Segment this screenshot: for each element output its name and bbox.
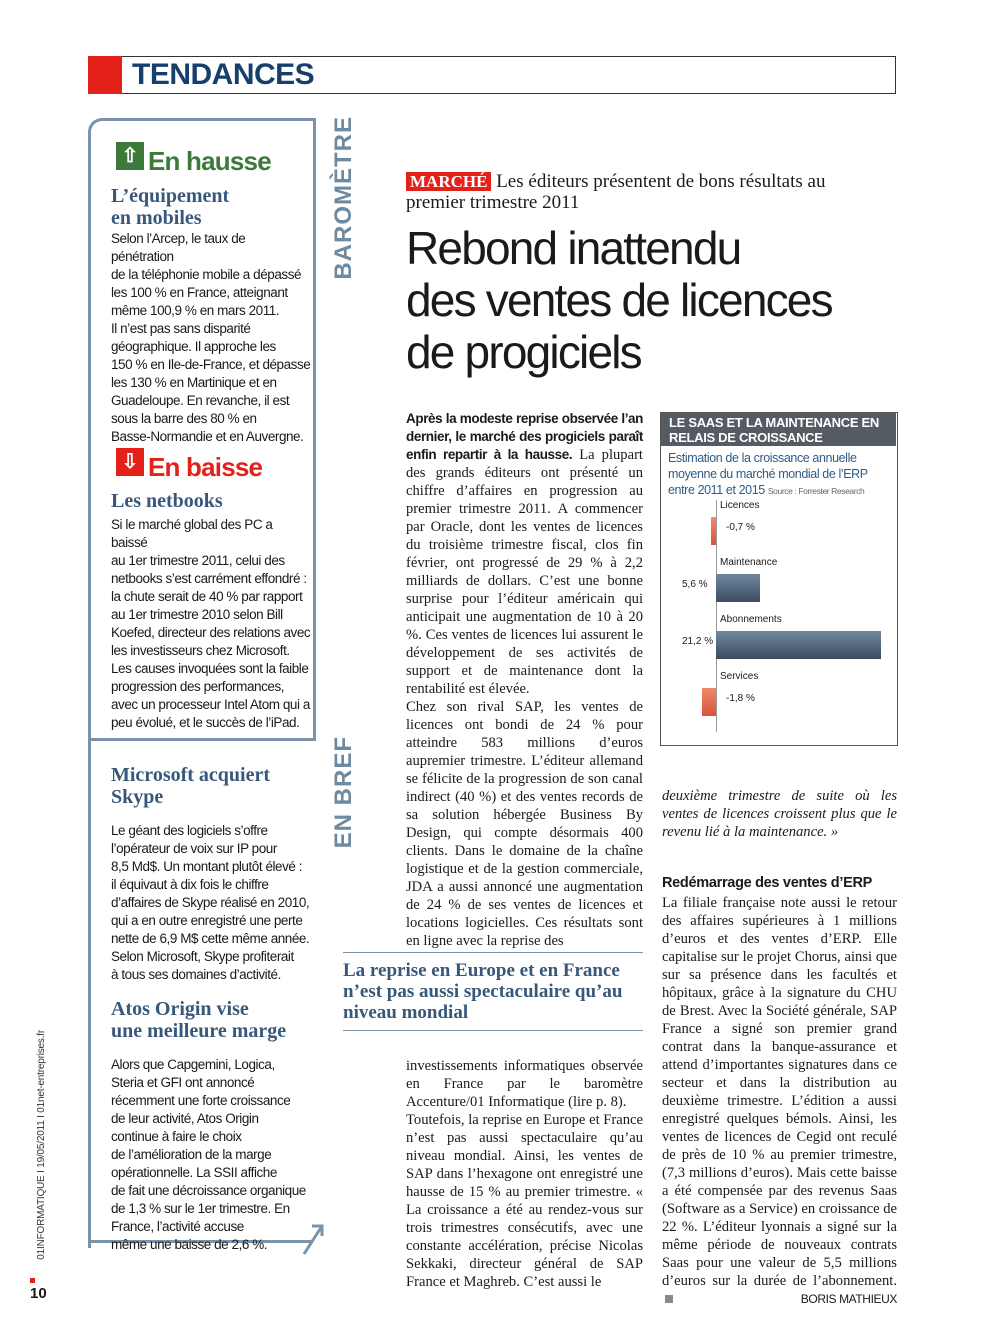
col2-quote: deuxième trimestre de suite où les ventes de licences croissent plus que le revenu lié à la maintenance. » [662,788,897,840]
chart-value-label: -1,8 % [726,693,755,704]
baisse-title: Les netbooks [111,490,223,512]
kicker-text: Les éditeurs présentent de bons résultats au premier trimestre 2011 [406,171,826,213]
article-col1 [406,410,643,950]
article-col2 [662,894,897,1308]
col1b-p1: investissements informatiques observée en France par le baromètre Accenture/01 Informatique (lire p. 8). [406,1058,643,1110]
page-number: 10 [30,1285,47,1302]
skype-body: Le géant des logiciels s’offre l’opérateur de voix sur IP pour 8,5 Md$. Un montant plutôt élevé : il équivaut à dix fois le chiffre d’affaires de Skype réalisé en 2010, qui a en outre enregistré une perte nette de 6,9 M$ cette même année. Selon Microsoft, Skype profiterait à tous ses domaines d’activité. [111,823,310,982]
article-lead: Après la modeste reprise observée l’an dernier, le marché des progiciels paraît enfin repartir à la hausse. [406,411,643,462]
arrow-down-icon: ⇩ [116,448,144,476]
author: BORIS MATHIEUX [800,1292,897,1306]
hausse-heading: En hausse [148,146,271,176]
pullquote-rule-top [343,952,643,953]
chart-bar [716,631,881,659]
baisse-body: Si le marché global des PC a baissé au 1er trimestre 2011, celui des netbooks s’est carrément effondré : la chute serait de 40 % par rapport au 1er trimestre 2010 selon Bill Koefed, directeur des relations avec les investisseurs chez Microsoft. Les causes invoquées sont la faible progression des performances, avec un processeur Intel Atom qui a peu évolué, et le succès de l’iPad. [111,517,311,730]
running-footer: 01INFORMATIQUE I 19/05/2011 I 01net-entreprises.fr [36,1030,47,1260]
col2-p1: La filiale française note aussi le retour des affaires supérieures à 1 millions d’euros et des ventes d’ERP. Elle capitalise sur le projet Chorus, ainsi que sur sa présence dans les facultés et hôpitaux, grâce à la signature du CHU de Brest. Avec la Société générale, SAP France a signé son premier grand contrat dans la banque-assurance et attend d’importantes signatures dans ce secteur et dans la distribution au deuxième trimestre. L’édition a aussi enregistré quelques bémols. Ainsi, les ventes de licences de Cegid ont reculé de près de 10 % au premier trimestre, (7,3 millions d’euros). Mais cette baisse a été compensée par des revenus Saas (Software as a Service) en croissance de 22 %. L’éditeur lyonnais a signé sur la même période de nouveaux contrats Saas pour une valeur de 5,5 millions d’euros sur la durée de l’abonnement. [662,895,898,1289]
section-title: TENDANCES [132,58,315,91]
chart-value-label: -0,7 % [726,522,755,533]
skype-title: Microsoft acquiert Skype [111,764,271,808]
barometre-frame-right [313,118,316,738]
chart-category-label: Maintenance [720,557,778,568]
chart-value-label: 5,6 % [682,579,708,590]
chart-subtitle: Estimation de la croissance annuelle moyenne du marché mondial de l’ERP entre 2011 et 2015 Source : Forrester Research [668,451,868,497]
chart-bar [702,688,716,716]
hausse-title: L’équipement en mobiles [111,185,230,229]
hausse-body: Selon l’Arcep, le taux de pénétration de la téléphonie mobile a dépassé les 100 % en France, atteignant même 100,9 % en mars 2011. Il n’est pas sans disparité géographique. Il approche les 150 % en Ile-de-France, et dépasse les 130 % en Martinique et en Guadeloupe. En revanche, il est sous la barre des 80 % en Basse-Normandie et en Auvergne. [111,231,311,444]
footer-red-mark [30,1278,35,1283]
barometre-label: BAROMÈTRE [330,116,357,280]
headline: Rebond inattendu des ventes de licences de progiciels [406,222,832,378]
chart-category-label: Licences [720,500,760,511]
col1b-p2: Toutefois, la reprise en Europe et France n’est pas aussi spectaculaire qu’au niveau mondial. Ainsi, les ventes de SAP dans l’hexagone ont enregistré une hausse de 15 % au premier trimestre. « La croissance a été au rendez-vous sur trois trimestres consécutifs, avec une constante accélération, précise Nicolas Sekkaki, directeur général de SAP France et Maghreb. C’est aussi le [406,1112,643,1290]
pullquote-rule-bottom [343,1030,643,1031]
chart-bar [716,574,760,602]
kicker-tag: MARCHÉ [406,172,491,191]
col1-p2: Chez son rival SAP, les ventes de licences ont bondi de 24 % pour atteindre 583 millions d’euros aupremier trimestre. L’éditeur allemand se félicite de la progression de son canal indirect (40 %) et des ventes records de sa solution hébergée Business By Design, qui compte désormais 400 clients. Dans le domaine de la chaîne logistique et de la gestion commerciale, JDA a aussi annoncé une augmentation de 24 % de ses ventes de licences et locations logicielles. Ces résultats sont en ligne avec la reprise des [406,699,643,949]
end-mark-icon [665,1295,673,1303]
chart-zero-axis [716,500,717,732]
enbref-label: EN BREF [330,736,357,849]
pullquote: La reprise en Europe et en France n’est pas aussi spectaculaire qu’au niveau mondial [343,960,623,1023]
kicker [406,171,866,213]
chart-category-label: Abonnements [720,614,782,625]
chart-title: LE SAAS ET LA MAINTENANCE EN RELAIS DE CROISSANCE [661,413,896,446]
chart-category-label: Services [720,671,759,682]
arrow-up-icon: ⇧ [116,142,144,170]
baisse-heading: En baisse [148,452,263,482]
chart-bar [711,517,716,545]
header-red-block [88,56,122,94]
atos-title: Atos Origin vise une meilleure marge [111,998,287,1042]
subhead: Redémarrage des ventes d’ERP [662,875,872,891]
chart-value-label: 21,2 % [682,636,714,647]
col1-p1: La plupart des grands éditeurs ont présenté un chiffre d’affaires en progression au premier trimestre 2011. A commencer par Oracle, dont les ventes de licences du troisième trimestre fiscal, clos fin février, ont progressé de 29 % à 2,2 milliards de dollars. C’est une bonne surprise pour l’éditeur américain qui anticipait une augmentation de 10 à 20 %. Ces ventes de licences lui assurent le développement de ses activités de support et de maintenance dont la rentabilité est élevée. [406,447,643,697]
article-col1-lower [406,1057,643,1291]
atos-body: Alors que Capgemini, Logica, Steria et GFI ont annoncé récemment une forte croissance de leur activité, Atos Origin continue à faire le choix de l’amélioration de la marge opérationnelle. La SSII affiche de fait une décroissance organique de 1,3 % sur le 1er trimestre. En France, l’activité accuse même une baisse de 2,6 %. [111,1057,306,1252]
chart-source: Source : Forrester Research [767,486,865,496]
